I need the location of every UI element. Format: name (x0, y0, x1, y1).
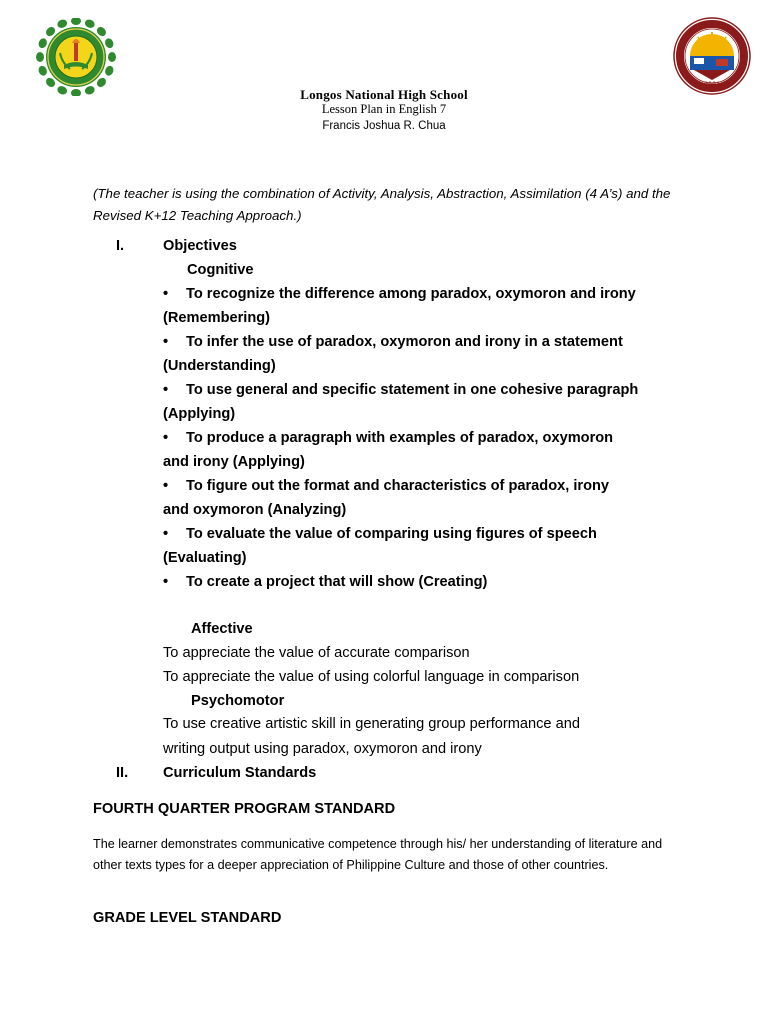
affective-item: To appreciate the value of accurate comparison (163, 645, 470, 661)
program-standard-title: FOURTH QUARTER PROGRAM STANDARD (93, 801, 396, 817)
cognitive-item: To figure out the format and characteristics of paradox, irony (186, 478, 610, 494)
lesson-plan-title: Lesson Plan in English 7 (321, 102, 447, 116)
cognitive-item: To recognize the difference among paradox, oxymoron and irony (186, 286, 636, 302)
cognitive-item-cont: and irony (Applying) (163, 454, 305, 470)
bullet-icon: • (163, 286, 169, 302)
program-standard-text: The learner demonstrates communicative competence through his/ her understanding of literature and other texts types for a deeper appreciation of Philippine Culture and those of other countries. (93, 837, 663, 872)
school-seal-icon (32, 18, 120, 96)
svg-text:2001: 2001 (704, 80, 720, 89)
cognitive-item-cont: (Applying) (163, 406, 236, 422)
cognitive-item-cont: (Evaluating) (163, 550, 247, 566)
bullet-icon: • (163, 382, 169, 398)
cognitive-item: To use general and specific statement in one cohesive paragraph (186, 382, 639, 398)
intro-note: (The teacher is using the combination of Activity, Analysis, Abstraction, Assimilation (4 A’s) and the Revised K+12 Teaching Approach.) (93, 186, 671, 223)
psychomotor-item: To use creative artistic skill in generating group performance and (163, 716, 580, 732)
bullet-icon: • (163, 430, 169, 446)
cognitive-item: To create a project that will show (Creating) (186, 574, 488, 590)
section-2-numeral: II. (116, 765, 129, 781)
cognitive-title: Cognitive (187, 262, 254, 278)
grade-level-standard-title: GRADE LEVEL STANDARD (93, 910, 282, 926)
cognitive-item: To infer the use of paradox, oxymoron and irony in a statement (186, 334, 623, 350)
bullet-icon: • (163, 334, 169, 350)
affective-title: Affective (191, 621, 253, 637)
cognitive-item: To produce a paragraph with examples of paradox, oxymoron (186, 430, 614, 446)
cognitive-item-cont: and oxymoron (Analyzing) (163, 502, 347, 518)
school-name: Longos National High School (300, 87, 468, 102)
bullet-icon: • (163, 526, 169, 542)
section-1-numeral: I. (116, 238, 125, 254)
section-2-title: Curriculum Standards (163, 765, 317, 781)
section-1-title: Objectives (163, 238, 237, 254)
author-name: Francis Joshua R. Chua (322, 120, 446, 132)
cognitive-item-cont: (Remembering) (163, 310, 271, 326)
psychomotor-title: Psychomotor (191, 693, 285, 709)
cognitive-item: To evaluate the value of comparing using figures of speech (186, 526, 597, 542)
bullet-icon: • (163, 478, 169, 494)
affective-item: To appreciate the value of using colorful language in comparison (163, 669, 580, 685)
cognitive-item-cont: (Understanding) (163, 358, 276, 374)
bullet-icon: • (163, 574, 169, 590)
psychomotor-item-cont: writing output using paradox, oxymoron and irony (163, 741, 482, 757)
division-office-seal-icon (672, 16, 752, 96)
